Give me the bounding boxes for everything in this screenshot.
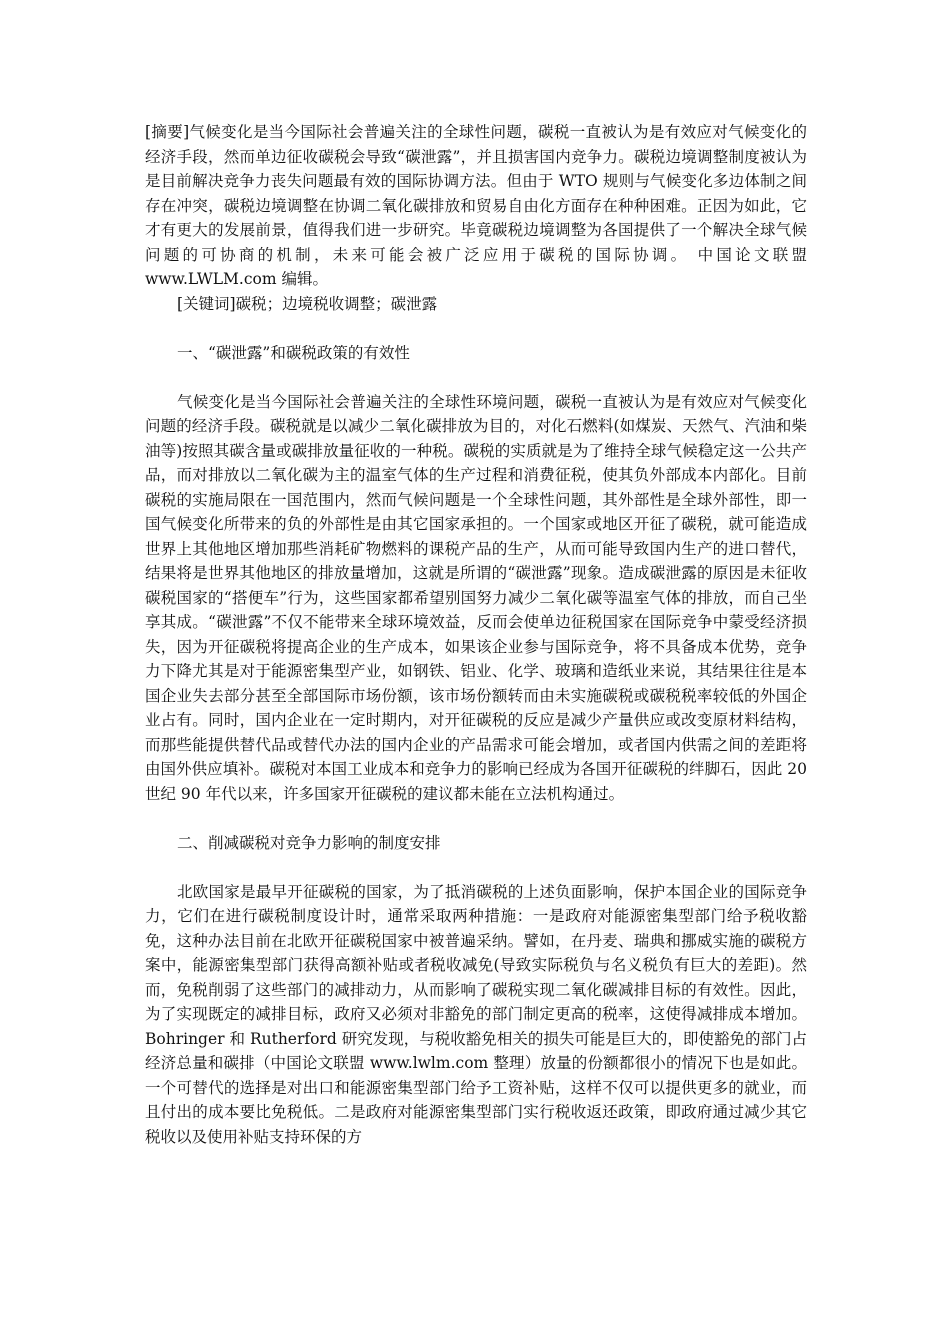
section-1-body: 气候变化是当今国际社会普遍关注的全球性环境问题，碳税一直被认为是有效应对气候变化问题的经济手段。碳税就是以减少二氧化碳排放为目的，对化石燃料(如煤炭、天然气、汽油和柴油等)按照其碳含量或碳排放量征收的一种税。碳税的实质就是为了维持全球气候稳定这一公共产品，而对排放以二氧化碳为主的温室气体的生产过程和消费征税，使其负外部成本内部化。目前碳税的实施局限在一国范围内，然而气候问题是一个全球性问题，其外部性是全球外部性，即一国气候变化所带来的负的外部性是由其它国家承担的。一个国家或地区开征了碳税，就可能造成世界上其他地区增加那些消耗矿物燃料的课税产品的生产，从而可能导致国内生产的进口替代，结果将是世界其他地区的排放量增加，这就是所谓的“碳泄露”现象。造成碳泄露的原因是未征收碳税国家的“搭便车”行为，这些国家都希望别国努力减少二氧化碳等温室气体的排放，而自己坐享其成。“碳泄露”不仅不能带来全球环境效益，反而会使单边征税国家在国际竞争中蒙受经济损失，因为开征碳税将提高企业的生产成本，如果该企业参与国际竞争，将不具备成本优势，竞争力下降尤其是对于能源密集型产业，如钢铁、铝业、化学、玻璃和造纸业来说，其结果往往是本国企业失去部分甚至全部国际市场份额，该市场份额转而由未实施碳税或碳税税率较低的外国企业占有。同时，国内企业在一定时期内，对开征碳税的反应是减少产量供应或改变原材料结构，而那些能提供替代品或替代办法的国内企业的产品需求可能会增加，或者国内供需之间的差距将由国外供应填补。碳税对本国工业成本和竞争力的影响已经成为各国开征碳税的绊脚石，因此 20 世纪 90 年代以来，许多国家开征碳税的建议都未能在立法机构通过。 — [145, 392, 807, 803]
spacer — [145, 855, 807, 880]
abstract-paragraph: [摘要]气候变化是当今国际社会普遍关注的全球性问题，碳税一直被认为是有效应对气候变化的经济手段，然而单边征收碳税会导致“碳泄露”，并且损害国内竞争力。碳税边境调整制度被认为是目前解决竞争力丧失问题最有效的国际协调方法。但由于 WTO 规则与气候变化多边体制之间存在冲突，碳税边境调整在协调二氧化碳排放和贸易自由化方面存在种种困难。正因为如此，它才有更大的发展前景，值得我们进一步研究。毕竟碳税边境调整为各国提供了一个解决全球气候问题的可协商的机制，未来可能会被广泛应用于碳税的国际协调。 中国论文联盟 www.LWLM.com 编辑。 — [145, 123, 807, 288]
spacer — [145, 316, 807, 341]
spacer — [145, 806, 807, 831]
document-page — [145, 120, 807, 1149]
spacer — [145, 365, 807, 390]
section-2-body: 北欧国家是最早开征碳税的国家，为了抵消碳税的上述负面影响，保护本国企业的国际竞争力，它们在进行碳税制度设计时，通常采取两种措施：一是政府对能源密集型部门给予税收豁免，这种办法目前在北欧开征碳税国家中被普遍采纳。譬如，在丹麦、瑞典和挪威实施的碳税方案中，能源密集型部门获得高额补贴或者税收减免(导致实际税负与名义税负有巨大的差距)。然而，免税削弱了这些部门的减排动力，从而影响了碳税实现二氧化碳减排目标的有效性。因此，为了实现既定的减排目标，政府又必须对非豁免的部门制定更高的税率，这使得减排成本增加。Bohringer 和 Rutherford 研究发现，与税收豁免相关的损失可能是巨大的，即使豁免的部门占经济总量和碳排（中国论文联盟 www.lwlm.com 整理）放量的份额都很小的情况下也是如此。一个可替代的选择是对出口和能源密集型部门给予工资补贴，这样不仅可以提供更多的就业，而且付出的成本要比免税低。二是政府对能源密集型部门实行税收返还政策，即政府通过减少其它税收以及使用补贴支持环保的方 — [145, 882, 807, 1146]
keywords-line: [关键词]碳税；边境税收调整；碳泄露 — [177, 294, 438, 313]
section-2-heading: 二、削减碳税对竞争力影响的制度安排 — [177, 833, 441, 852]
section-1-heading: 一、“碳泄露”和碳税政策的有效性 — [177, 343, 410, 362]
